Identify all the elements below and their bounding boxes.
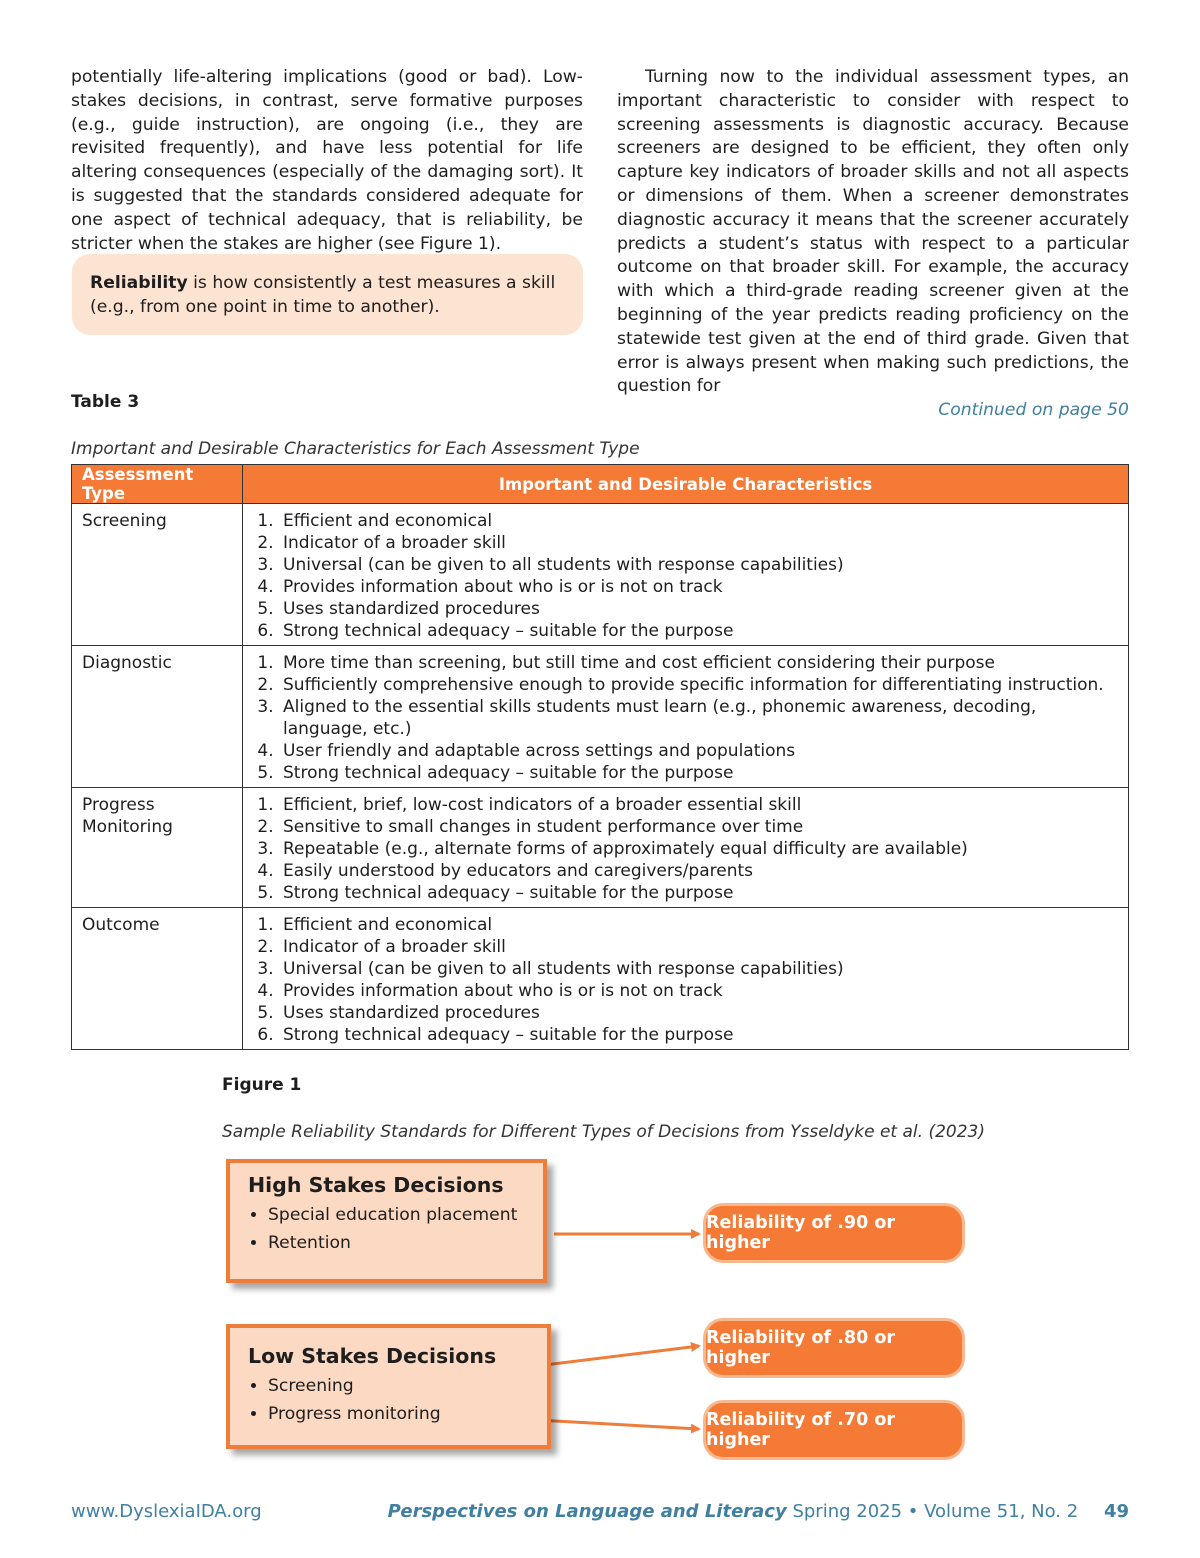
list-item: 1. Efficient and economical	[279, 914, 1118, 936]
reliability-90-badge: Reliability of .90 or higher	[703, 1203, 965, 1263]
list-item: 2. Sensitive to small changes in student performance over time	[279, 816, 1118, 838]
list-item: • Progress monitoring	[268, 1400, 529, 1428]
list-item: 2. Indicator of a broader skill	[279, 936, 1118, 958]
footer-url[interactable]: www.DyslexiaIDA.org	[71, 1501, 262, 1522]
high-stakes-box	[226, 1159, 547, 1283]
list-item: 5. Strong technical adequacy – suitable for the purpose	[279, 762, 1118, 784]
low-stakes-title: Low Stakes Decisions	[248, 1344, 497, 1368]
high-stakes-title: High Stakes Decisions	[248, 1173, 504, 1197]
list-item: 1. Efficient, brief, low-cost indicators of a broader essential skill	[279, 794, 1118, 816]
list-item: 5. Uses standardized procedures	[279, 598, 1118, 620]
list-item: 2. Sufficiently comprehensive enough to provide specific information for differentiating instruction.	[279, 674, 1118, 696]
list-item: 4. Easily understood by educators and caregivers/parents	[279, 860, 1118, 882]
list-item: 5. Uses standardized procedures	[279, 1002, 1118, 1024]
header-characteristics: Important and Desirable Characteristics	[243, 465, 1129, 504]
footer-issue: Spring 2025 • Volume 51, No. 2	[792, 1501, 1079, 1522]
continued-link[interactable]: Continued on page 50	[938, 400, 1129, 421]
left-paragraph: potentially life-altering implications (good or bad). Low-stakes decisions, in contrast, serve formative purposes (e.g., guide instruction), are ongoing (i.e., they are revisited frequently), and have less potential for life altering consequences (especially of the damaging sort). It is suggested that the standards considered adequate for one aspect of technical adequacy, that is reliability, be stricter when the stakes are higher (see Figure 1).	[71, 67, 583, 254]
low-stakes-box	[226, 1324, 551, 1449]
list-item: 5. Strong technical adequacy – suitable for the purpose	[279, 882, 1118, 904]
list-item: 3. Aligned to the essential skills students must learn (e.g., phonemic awareness, decoding, language, etc.)	[279, 696, 1118, 740]
table-caption: Important and Desirable Characteristics for Each Assessment Type	[71, 439, 640, 459]
list-item: 6. Strong technical adequacy – suitable for the purpose	[279, 620, 1118, 642]
callout-term: Reliability	[90, 273, 188, 293]
callout-definition: is how consistently a test measures a skill (e.g., from one point in time to another).	[90, 273, 556, 317]
list-item: 3. Repeatable (e.g., alternate forms of approximately equal difficulty are available)	[279, 838, 1118, 860]
list-item: 4. User friendly and adaptable across settings and populations	[279, 740, 1118, 762]
list-item: 4. Provides information about who is or is not on track	[279, 980, 1118, 1002]
list-item: 2. Indicator of a broader skill	[279, 532, 1118, 554]
reliability-80-badge: Reliability of .80 or higher	[703, 1318, 965, 1378]
list-item: 6. Strong technical adequacy – suitable for the purpose	[279, 1024, 1118, 1046]
list-item: • Screening	[268, 1372, 529, 1400]
list-item: 3. Universal (can be given to all students with response capabilities)	[279, 958, 1118, 980]
list-item: • Special education placement	[268, 1201, 525, 1229]
reliability-70-badge: Reliability of .70 or higher	[703, 1400, 965, 1460]
row-type: Outcome	[72, 908, 243, 1050]
row-type: Diagnostic	[72, 646, 243, 788]
right-paragraph: Turning now to the individual assessment types, an important characteristic to consider with respect to screening assessments is diagnostic accuracy. Because screeners are designed to be efficient, they often only capture key indicators of broader skills and not all aspects or dimensions of them. When a screener demonstrates diagnostic accuracy it means that the screener accurately predicts a student’s status with respect to a particular outcome on that broader skill. For example, the accuracy with which a third-grade reading screener given at the beginning of the year predicts reading proficiency on the statewide test given at the end of third grade. Given that error is always present when making such predictions, the question for	[617, 67, 1129, 397]
row-type: Progress Monitoring	[72, 788, 243, 908]
row-type: Screening	[72, 504, 243, 646]
table-label: Table 3	[71, 392, 140, 412]
footer-journal: Perspectives on Language and Literacy	[387, 1501, 787, 1522]
list-item: 3. Universal (can be given to all students with response capabilities)	[279, 554, 1118, 576]
page-number: 49	[1103, 1501, 1129, 1522]
list-item: 4. Provides information about who is or is not on track	[279, 576, 1118, 598]
list-item: • Retention	[268, 1229, 525, 1257]
header-assessment-type: Assessment Type	[72, 465, 243, 504]
figure-label: Figure 1	[222, 1075, 302, 1095]
footer-citation	[388, 1501, 1129, 1522]
list-item: 1. More time than screening, but still time and cost efficient considering their purpose	[279, 652, 1118, 674]
figure-caption: Sample Reliability Standards for Different Types of Decisions from Ysseldyke et al. (2023)	[222, 1122, 985, 1142]
list-item: 1. Efficient and economical	[279, 510, 1118, 532]
